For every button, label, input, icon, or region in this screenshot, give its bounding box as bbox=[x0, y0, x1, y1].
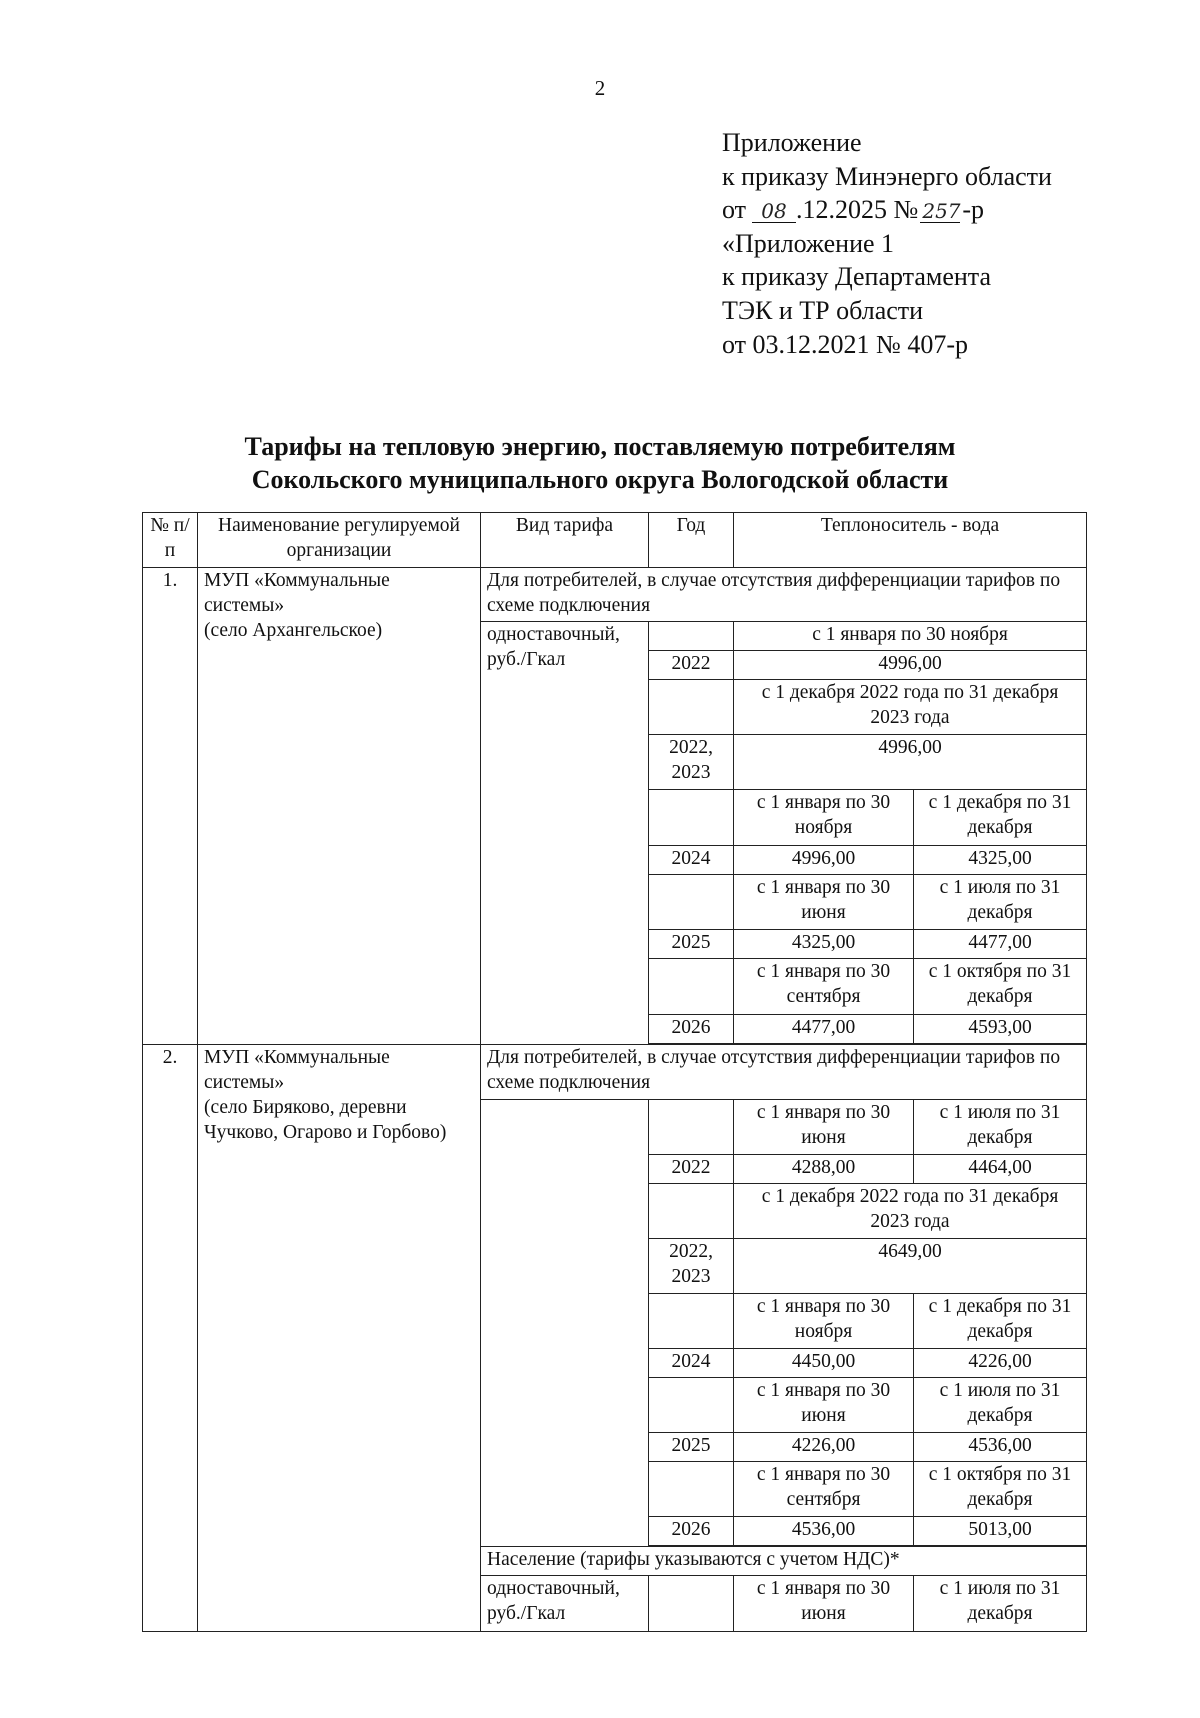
row1-value-2025-a: 4325,00 bbox=[734, 930, 914, 959]
row2-pop-tariff-type: одноставочный, руб./Гкал bbox=[481, 1576, 649, 1632]
row2-tariff-type-empty bbox=[481, 1100, 649, 1547]
appendix-line-2: к приказу Минэнерго области bbox=[722, 161, 1052, 191]
row1-year-2024: 2024 bbox=[649, 846, 734, 875]
row1-year-2025: 2025 bbox=[649, 930, 734, 959]
row2-period-2022-2023: с 1 декабря 2022 года по 31 декабря 2023 года bbox=[734, 1184, 1087, 1239]
row1-period-2022-2023: с 1 декабря 2022 года по 31 декабря 2023 года bbox=[734, 680, 1087, 735]
row1-value-2026-a: 4477,00 bbox=[734, 1015, 914, 1044]
appendix-date: .12.2025 № bbox=[796, 195, 919, 225]
row2-value-2022-b: 4464,00 bbox=[914, 1155, 1087, 1184]
row2-period-2026-b: с 1 октября по 31 декабря bbox=[914, 1462, 1087, 1517]
appendix-line-5: к приказу Департамента bbox=[722, 262, 992, 292]
row2-pop-period-b: с 1 июля по 31 декабря bbox=[914, 1576, 1087, 1632]
tariff-table bbox=[142, 512, 1087, 1632]
row2-year-2025: 2025 bbox=[649, 1433, 734, 1462]
row1-empty-year bbox=[649, 875, 734, 930]
row2-org-location: (село Биряково, деревни Чучково, Огарово и Горбово) bbox=[204, 1097, 447, 1143]
row1-value-2022-2023: 4996,00 bbox=[734, 735, 1087, 790]
row2-empty-year bbox=[649, 1378, 734, 1433]
row2-value-2024-b: 4226,00 bbox=[914, 1349, 1087, 1378]
row2-category: Для потребителей, в случае отсутствия дифференциации тарифов по схеме подключения bbox=[481, 1045, 1087, 1100]
header-org: Наименование регулируемой организации bbox=[198, 513, 481, 568]
row2-org bbox=[198, 1045, 481, 1632]
header-tariff-type: Вид тарифа bbox=[481, 513, 649, 568]
row2-org-name: МУП «Коммунальные системы» bbox=[204, 1047, 390, 1093]
row1-value-2025-b: 4477,00 bbox=[914, 930, 1087, 959]
row2-empty-year bbox=[649, 1100, 734, 1155]
row2-value-2022-a: 4288,00 bbox=[734, 1155, 914, 1184]
row1-year-2026: 2026 bbox=[649, 1015, 734, 1044]
row1-empty-year bbox=[649, 790, 734, 846]
header-num: № п/п bbox=[143, 513, 198, 568]
row2-period-2024-a: с 1 января по 30 ноября bbox=[734, 1294, 914, 1349]
row2-year-2022: 2022 bbox=[649, 1155, 734, 1184]
row1-period-2024-a: с 1 января по 30 ноября bbox=[734, 790, 914, 846]
appendix-line-4: «Приложение 1 bbox=[722, 228, 895, 258]
row2-pop-empty-year bbox=[649, 1576, 734, 1632]
handwritten-day: 08 bbox=[752, 200, 796, 223]
appendix-line-7: от 03.12.2021 № 407-р bbox=[722, 329, 968, 359]
appendix-line-1: Приложение bbox=[722, 128, 862, 157]
header-medium: Теплоноситель - вода bbox=[734, 513, 1087, 568]
row2-year-2022-2023: 2022, 2023 bbox=[649, 1239, 734, 1294]
row1-org-name: МУП «Коммунальные системы» bbox=[204, 570, 390, 616]
row1-empty-year bbox=[649, 680, 734, 735]
page-number: 2 bbox=[594, 76, 606, 100]
document-title bbox=[0, 430, 1200, 496]
row1-period-2022: с 1 января по 30 ноября bbox=[734, 622, 1087, 651]
appendix-from: от bbox=[722, 195, 747, 225]
row1-org bbox=[198, 568, 481, 1045]
row2-value-2022-2023: 4649,00 bbox=[734, 1239, 1087, 1294]
row2-period-2022-b: с 1 июля по 31 декабря bbox=[914, 1100, 1087, 1155]
row2-empty-year bbox=[649, 1184, 734, 1239]
header-year: Год bbox=[649, 513, 734, 568]
row1-value-2026-b: 4593,00 bbox=[914, 1015, 1087, 1044]
row2-empty-year bbox=[649, 1294, 734, 1349]
row1-tariff-type: одноставочный, руб./Гкал bbox=[481, 622, 649, 1045]
row2-year-2026: 2026 bbox=[649, 1517, 734, 1546]
row1-period-2025-a: с 1 января по 30 июня bbox=[734, 875, 914, 930]
row2-period-2022-a: с 1 января по 30 июня bbox=[734, 1100, 914, 1155]
row2-empty-year bbox=[649, 1462, 734, 1517]
title-line-2: Сокольского муниципального округа Вологодской области bbox=[251, 465, 949, 494]
appendix-line-6: ТЭК и ТР области bbox=[722, 295, 924, 325]
title-line-1: Тарифы на тепловую энергию, поставляемую потребителям bbox=[244, 432, 956, 461]
row2-period-2026-a: с 1 января по 30 сентября bbox=[734, 1462, 914, 1517]
row1-period-2024-b: с 1 декабря по 31 декабря bbox=[914, 790, 1087, 846]
row1-empty-year bbox=[649, 622, 734, 651]
row2-value-2025-a: 4226,00 bbox=[734, 1433, 914, 1462]
row2-num: 2. bbox=[143, 1045, 198, 1632]
row2-year-2024: 2024 bbox=[649, 1349, 734, 1378]
row2-population: Население (тарифы указываются с учетом НДС)* bbox=[481, 1547, 1087, 1576]
row2-period-2025-b: с 1 июля по 31 декабря bbox=[914, 1378, 1087, 1433]
row1-category: Для потребителей, в случае отсутствия дифференциации тарифов по схеме подключения bbox=[481, 568, 1087, 622]
row1-period-2025-b: с 1 июля по 31 декабря bbox=[914, 875, 1087, 930]
row2-value-2026-b: 5013,00 bbox=[914, 1517, 1087, 1546]
appendix-block bbox=[722, 126, 1052, 361]
row1-value-2024-b: 4325,00 bbox=[914, 846, 1087, 875]
row1-org-location: (село Архангельское) bbox=[204, 620, 383, 641]
row1-value-2024-a: 4996,00 bbox=[734, 846, 914, 875]
row2-pop-period-a: с 1 января по 30 июня bbox=[734, 1576, 914, 1632]
table-row bbox=[143, 568, 1087, 622]
row1-year-2022: 2022 bbox=[649, 651, 734, 680]
row1-empty-year bbox=[649, 959, 734, 1015]
table-header-row bbox=[143, 513, 1087, 568]
appendix-line-3 bbox=[722, 193, 1052, 227]
row1-value-2022: 4996,00 bbox=[734, 651, 1087, 680]
row1-num: 1. bbox=[143, 568, 198, 1045]
table-row bbox=[143, 1045, 1087, 1100]
row2-period-2025-a: с 1 января по 30 июня bbox=[734, 1378, 914, 1433]
row2-value-2024-a: 4450,00 bbox=[734, 1349, 914, 1378]
row1-period-2026-b: с 1 октября по 31 декабря bbox=[914, 959, 1087, 1015]
row1-year-2022-2023: 2022, 2023 bbox=[649, 735, 734, 790]
row2-value-2025-b: 4536,00 bbox=[914, 1433, 1087, 1462]
row2-period-2024-b: с 1 декабря по 31 декабря bbox=[914, 1294, 1087, 1349]
appendix-suffix: -р bbox=[962, 195, 985, 225]
row2-value-2026-a: 4536,00 bbox=[734, 1517, 914, 1546]
row1-period-2026-a: с 1 января по 30 сентября bbox=[734, 959, 914, 1015]
handwritten-order-number: 257 bbox=[922, 199, 961, 224]
